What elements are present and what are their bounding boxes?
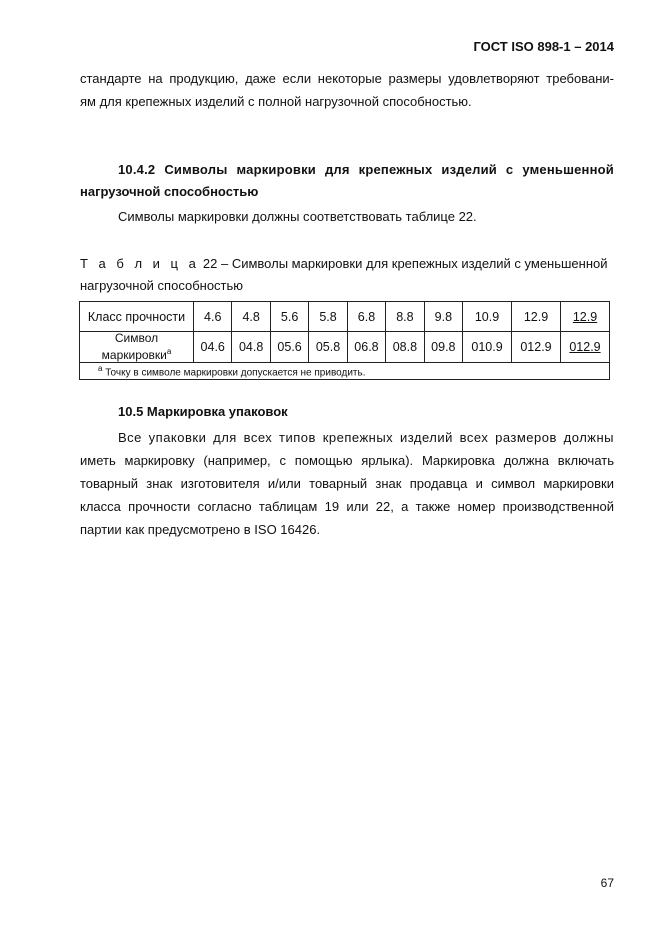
- body-line-4: класса прочности согласно таблицам 19 или 22, а также номер производственной: [80, 499, 614, 514]
- intro-paragraph: [80, 67, 614, 113]
- footnote-mark: a: [98, 363, 103, 373]
- table-cell: 8.8: [386, 302, 424, 332]
- row-header-line-2: [80, 345, 193, 362]
- body-line-5: партии как предусмотрено в ISO 16426.: [80, 522, 321, 537]
- table-cell: 04.8: [232, 332, 270, 363]
- table-cell: 10.9: [463, 302, 512, 332]
- table-cell: 6.8: [347, 302, 385, 332]
- table-caption-line-2: нагрузочной способностью: [80, 278, 244, 293]
- page-number: 67: [600, 876, 614, 890]
- table-row-strength-class: [80, 302, 610, 332]
- table-cell: 05.8: [309, 332, 347, 363]
- table-cell: 08.8: [386, 332, 424, 363]
- table-row-marking-symbol: [80, 332, 610, 363]
- footnote-ref: a: [166, 347, 172, 356]
- document-header: ГОСТ ISO 898-1 – 2014: [473, 39, 614, 54]
- table-cell: 9.8: [424, 302, 462, 332]
- row-header-line-2-text: маркировки: [101, 348, 167, 362]
- footnote-text: Точку в символе маркировки допускается не приводить.: [102, 367, 366, 379]
- table-footnote-row: [80, 363, 610, 380]
- table-caption-label: Т а б л и ц а: [80, 256, 200, 271]
- section-10-5-body: [80, 426, 614, 541]
- section-10-5-title: 10.5 Маркировка упаковок: [118, 404, 288, 419]
- table-cell: 05.6: [270, 332, 308, 363]
- table-cell: 5.8: [309, 302, 347, 332]
- row-header-line-1: Символ: [114, 331, 159, 345]
- row-header-marking-symbol: [80, 332, 194, 363]
- row-header-strength-class: Класс прочности: [80, 302, 194, 332]
- table-cell: 06.8: [347, 332, 385, 363]
- table-cell: [560, 302, 609, 332]
- table-cell: 4.8: [232, 302, 270, 332]
- section-10-4-2-title-line-1: 10.4.2 Символы маркировки для крепежных изделий с уменьшенной: [118, 162, 614, 177]
- intro-line-2: ям для крепежных изделий с полной нагрузочной способностью.: [80, 94, 472, 109]
- underlined-value: 012.9: [569, 340, 601, 354]
- table-cell: 010.9: [463, 332, 512, 363]
- section-10-4-2-text: Символы маркировки должны соответствовать таблице 22.: [118, 209, 477, 224]
- marking-symbols-table: [79, 301, 610, 380]
- body-line-3: товарный знак изготовителя и/или товарный знак продавца и символ маркировки: [80, 476, 614, 491]
- table-footnote: [80, 363, 610, 380]
- table-cell: 4.6: [194, 302, 232, 332]
- table-22-caption: [80, 253, 614, 297]
- section-10-4-2-heading: [80, 159, 614, 203]
- table-cell: 12.9: [512, 302, 561, 332]
- table-cell: 04.6: [194, 332, 232, 363]
- underlined-value: 12.9: [572, 309, 598, 324]
- section-10-4-2-title-line-2: нагрузочной способностью: [80, 184, 259, 199]
- table-caption-text: 22 – Символы маркировки для крепежных изделий с уменьшенной: [199, 256, 608, 271]
- body-line-2: иметь маркировку (например, с помощью ярлыка). Маркировка должна включать: [80, 453, 614, 468]
- table-cell: 012.9: [512, 332, 561, 363]
- table-cell: 5.6: [270, 302, 308, 332]
- table-cell: 09.8: [424, 332, 462, 363]
- intro-line-1: стандарте на продукцию, даже если некоторые размеры удовлетворяют требовани-: [80, 71, 614, 86]
- table-cell: [560, 332, 609, 363]
- body-line-1: Все упаковки для всех типов крепежных изделий всех размеров должны: [118, 430, 614, 445]
